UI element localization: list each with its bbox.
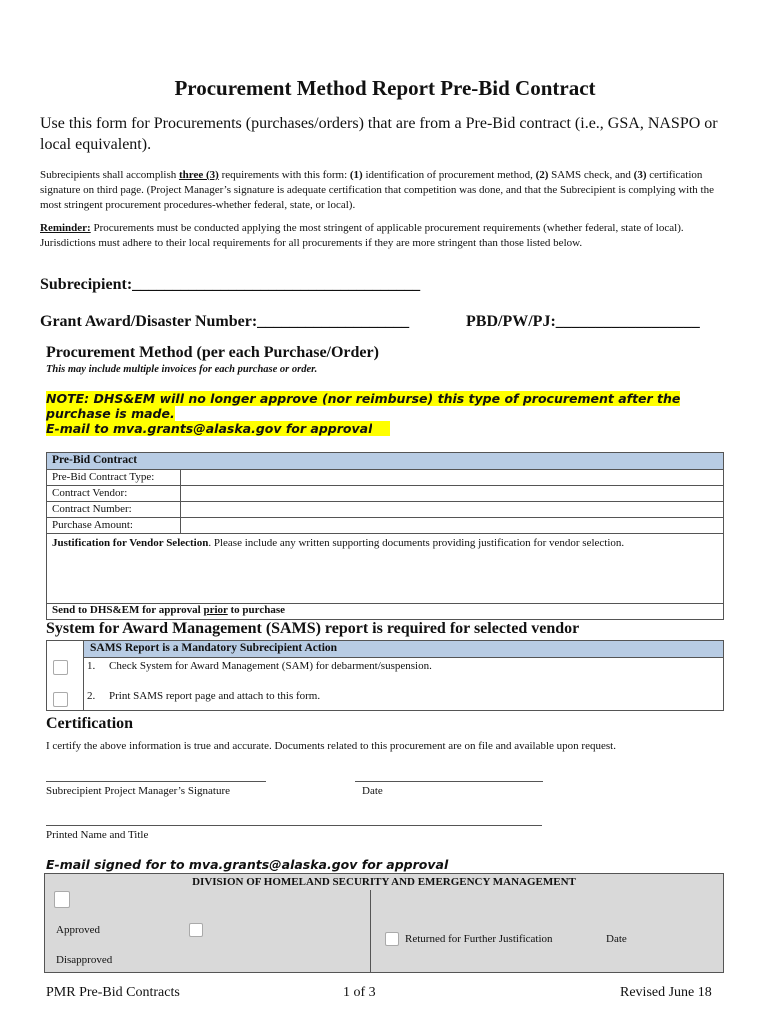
intro-text: Use this form for Procurements (purchases/orders) that are from a Pre-Bid contract (i.e., GSA, NASPO or local equivalent).	[40, 115, 718, 153]
purchase-amount-input[interactable]	[181, 518, 723, 533]
sams-table	[46, 640, 724, 711]
contract-type-label: Pre-Bid Contract Type:	[47, 470, 181, 485]
sams-check-2-checkbox[interactable]	[53, 692, 68, 707]
prebid-contract-table	[46, 452, 724, 620]
sams-heading: System for Award Management (SAMS) report is required for selected vendor	[46, 620, 580, 637]
disapproved-label: Disapproved	[56, 954, 113, 966]
table-row	[47, 470, 723, 486]
returned-label: Returned for Further Justification	[405, 933, 553, 945]
contract-vendor-input[interactable]	[181, 486, 723, 501]
reminder-label: Reminder:	[40, 222, 91, 234]
approved-checkbox[interactable]	[189, 923, 203, 937]
printed-name-line[interactable]	[46, 825, 542, 826]
approved-label: Approved	[56, 924, 100, 936]
date-label: Date	[362, 785, 383, 797]
justification-label: Justification for Vendor Selection	[52, 537, 209, 549]
subrecipient-field[interactable]: Subrecipient:____________________________________	[40, 276, 421, 293]
procurement-method-note: This may include multiple invoices for each purchase or order.	[46, 364, 318, 375]
send-for-approval-note: Send to DHS&EM for approval prior to purchase	[52, 604, 285, 616]
division-date-label: Date	[606, 933, 627, 945]
approval-status-checkbox[interactable]	[54, 891, 70, 908]
certification-heading: Certification	[46, 715, 134, 732]
sams-check-1-checkbox[interactable]	[53, 660, 68, 675]
footer-document-name: PMR Pre-Bid Contracts	[46, 985, 180, 1000]
procurement-method-heading: Procurement Method (per each Purchase/Order)	[46, 344, 379, 361]
table-row	[47, 486, 723, 502]
table-row	[47, 518, 723, 534]
signature-label: Subrecipient Project Manager’s Signature	[46, 785, 230, 797]
contract-vendor-label: Contract Vendor:	[47, 486, 181, 501]
reminder-paragraph: Reminder: Procurements must be conducted applying the most stringent of applicable procurement requirements (whether federal, state of local). Jurisdictions must adhere to their local requirements for all procurements if they are more stringent than those listed below.	[40, 222, 684, 249]
table-row	[47, 502, 723, 518]
division-title: DIVISION OF HOMELAND SECURITY AND EMERGENCY MANAGEMENT	[192, 876, 576, 888]
justification-field[interactable]: Justification for Vendor Selection. Please include any written supporting documents providing justification for vendor selection.	[47, 534, 723, 604]
email-signed-note: E-mail signed for to mva.grants@alaska.gov for approval	[46, 857, 449, 872]
list-item: 2. Print SAMS report page and attach to this form.	[87, 690, 321, 702]
pbd-pw-pj-field[interactable]: PBD/PW/PJ:__________________	[466, 313, 700, 330]
sams-mandatory-bar: SAMS Report is a Mandatory Subrecipient Action	[83, 641, 723, 658]
approval-note: NOTE: DHS&EM will no longer approve (nor reimburse) this type of procurement after the purchase is made. E-mail to mva.grants@alaska.gov for approval	[46, 391, 681, 436]
division-approval-box	[44, 873, 724, 973]
footer-page-number: 1 of 3	[343, 985, 376, 1000]
date-line[interactable]	[355, 781, 543, 782]
contract-number-label: Contract Number:	[47, 502, 181, 517]
footer-revised: Revised June 18	[620, 985, 712, 1000]
requirements-paragraph: Subrecipients shall accomplish three (3) requirements with this form: (1) identification of procurement method, (2) SAMS check, and (3) certification signature on third page. (Project Manager’s signature is adequate certification that competition was done, and that the Subrecipient is complying with the most stringent procurement procedures-whether federal, state, or local).	[40, 169, 714, 211]
page-title: Procurement Method Report Pre-Bid Contract	[174, 76, 596, 100]
contract-number-input[interactable]	[181, 502, 723, 517]
purchase-amount-label: Purchase Amount:	[47, 518, 181, 533]
returned-checkbox[interactable]	[385, 932, 399, 946]
printed-name-label: Printed Name and Title	[46, 829, 149, 841]
signature-line[interactable]	[46, 781, 266, 782]
grant-award-field[interactable]: Grant Award/Disaster Number:___________________	[40, 313, 410, 330]
list-item: 1. Check System for Award Management (SAM) for debarment/suspension.	[87, 660, 432, 672]
contract-type-input[interactable]	[181, 470, 723, 485]
certification-text: I certify the above information is true and accurate. Documents related to this procurement are on file and available upon request.	[46, 740, 616, 752]
prebid-table-header: Pre-Bid Contract	[47, 453, 723, 470]
